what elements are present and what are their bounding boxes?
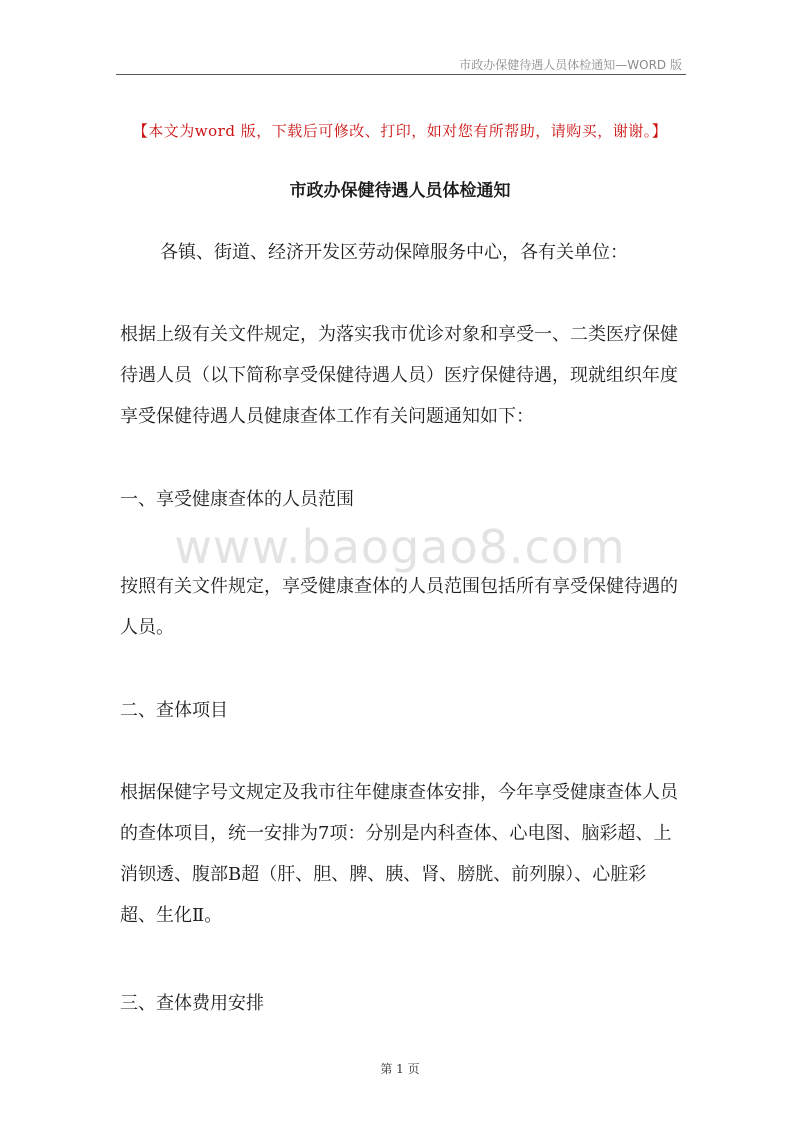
document-title: 市政办保健待遇人员体检通知 — [289, 181, 511, 201]
download-notice: 【本文为word 版，下载后可修改、打印，如对您有所帮助，请购买，谢谢。】 — [132, 122, 668, 140]
intro-paragraph: 根据上级有关文件规定，为落实我市优诊对象和享受一、二类医疗保健待遇人员（以下简称享受保健待遇人员）医疗保健待遇，现就组织年度享受保健待遇人员健康查体工作有关问题通知如下： — [120, 324, 678, 427]
section-3-heading: 三、查体费用安排 — [120, 993, 264, 1014]
section-1-heading: 一、享受健康查体的人员范围 — [120, 489, 354, 510]
page-number: 第 1 页 — [380, 1062, 420, 1076]
salutation: 各镇、街道、经济开发区劳动保障服务中心，各有关单位： — [160, 242, 628, 263]
watermark: www.baogao8.com — [174, 520, 626, 574]
section-2-heading: 二、查体项目 — [120, 700, 228, 721]
section-2-body: 根据保健字号文规定及我市往年健康查体安排，今年享受健康查体人员的查体项目，统一安排为7项：分别是内科查体、心电图、脑彩超、上消钡透、腹部B超（肝、胆、脾、胰、肾、膀胱、前列腺）、心脏彩超、生化Ⅱ。 — [120, 782, 678, 926]
header-text: 市政办保健待遇人员体检通知—WORD 版 — [459, 58, 682, 72]
section-1-body: 按照有关文件规定，享受健康查体的人员范围包括所有享受保健待遇的人员。 — [120, 576, 678, 638]
header-divider — [116, 74, 686, 75]
